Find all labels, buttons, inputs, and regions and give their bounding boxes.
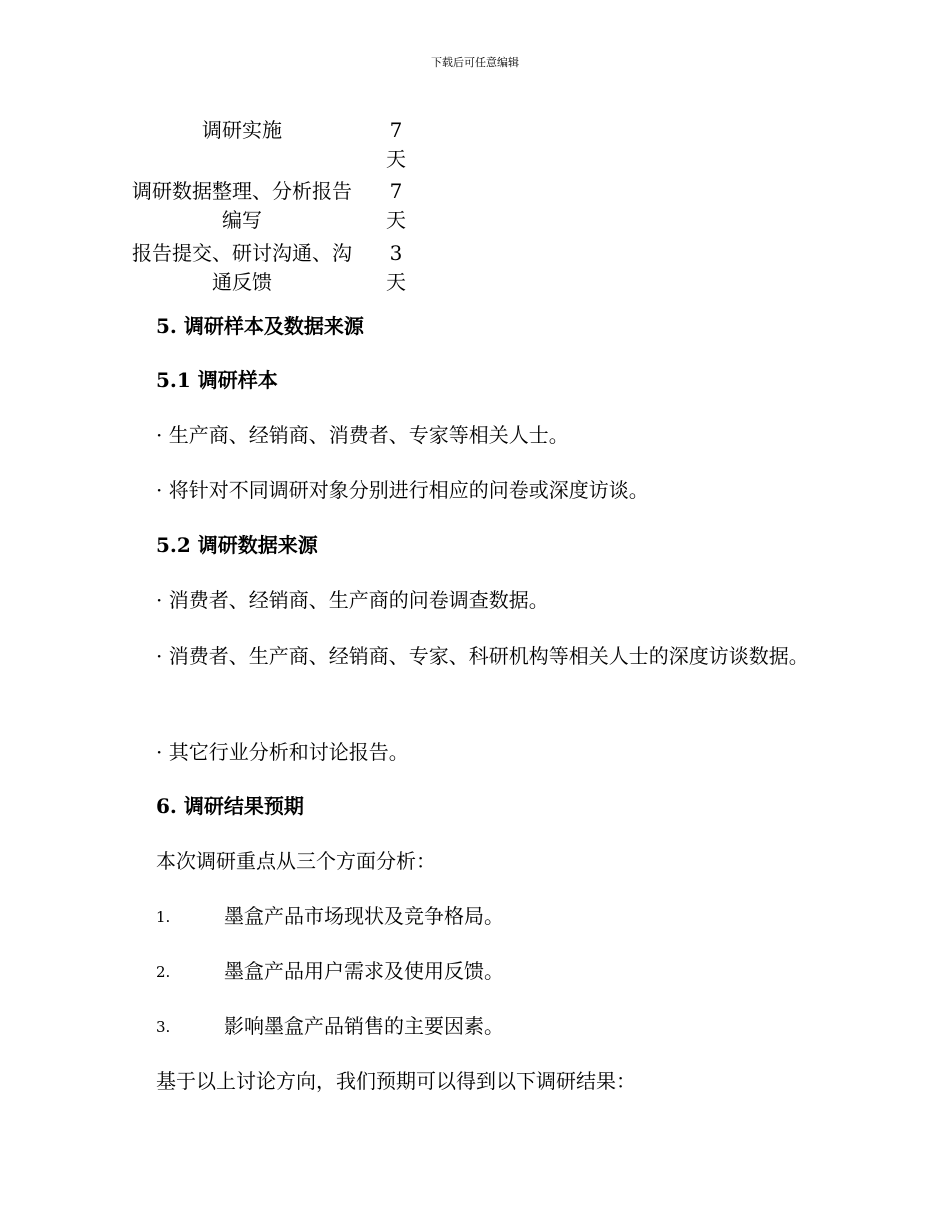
- schedule-duration: [381, 177, 411, 235]
- schedule-duration: [381, 239, 411, 297]
- page-header: 下载后可任意编辑: [431, 56, 519, 69]
- section-6-heading: 6. 调研结果预期: [156, 794, 304, 818]
- list-item: 墨盒产品市场现状及竞争格局。: [224, 904, 504, 928]
- schedule-task: [112, 239, 372, 297]
- duration-unit: 天: [386, 147, 406, 171]
- duration-number: 3: [389, 241, 403, 265]
- section-5-1-heading: 5.1 调研样本: [156, 368, 278, 392]
- schedule-task: [112, 177, 372, 235]
- bullet-item: · 消费者、经销商、生产商的问卷调查数据。: [156, 588, 549, 612]
- duration-number: 7: [389, 118, 403, 142]
- bullet-item-wrapped: · 消费者、生产商、经销商、专家、科研机构等相关人士的深度访谈数据。: [156, 644, 809, 668]
- list-item: 墨盒产品用户需求及使用反馈。: [224, 959, 504, 983]
- schedule-task-line: 通反馈: [212, 270, 272, 294]
- schedule-task-line: 编写: [222, 208, 262, 232]
- section-6-intro: 本次调研重点从三个方面分析：: [156, 849, 436, 873]
- schedule-task-line: 调研数据整理、分析报告: [132, 179, 352, 203]
- section-5-heading: 5. 调研样本及数据来源: [156, 314, 364, 338]
- schedule-task-line: 报告提交、研讨沟通、沟: [132, 241, 352, 265]
- list-item: 影响墨盒产品销售的主要因素。: [224, 1014, 504, 1038]
- conclusion-line: 基于以上讨论方向，我们预期可以得到以下调研结果：: [156, 1069, 636, 1093]
- bullet-item: · 其它行业分析和讨论报告。: [156, 740, 409, 764]
- schedule-task-line: 调研实施: [202, 118, 282, 142]
- list-number: 3.: [156, 1018, 171, 1036]
- duration-number: 7: [389, 179, 403, 203]
- list-number: 2.: [156, 963, 171, 981]
- bullet-item: · 将针对不同调研对象分别进行相应的问卷或深度访谈。: [156, 478, 649, 502]
- duration-unit: 天: [386, 208, 406, 232]
- section-5-2-heading: 5.2 调研数据来源: [156, 533, 318, 557]
- list-number: 1.: [156, 908, 171, 926]
- bullet-item: · 生产商、经销商、消费者、专家等相关人士。: [156, 423, 569, 447]
- schedule-task: [112, 116, 372, 145]
- schedule-duration: [381, 116, 411, 174]
- duration-unit: 天: [386, 270, 406, 294]
